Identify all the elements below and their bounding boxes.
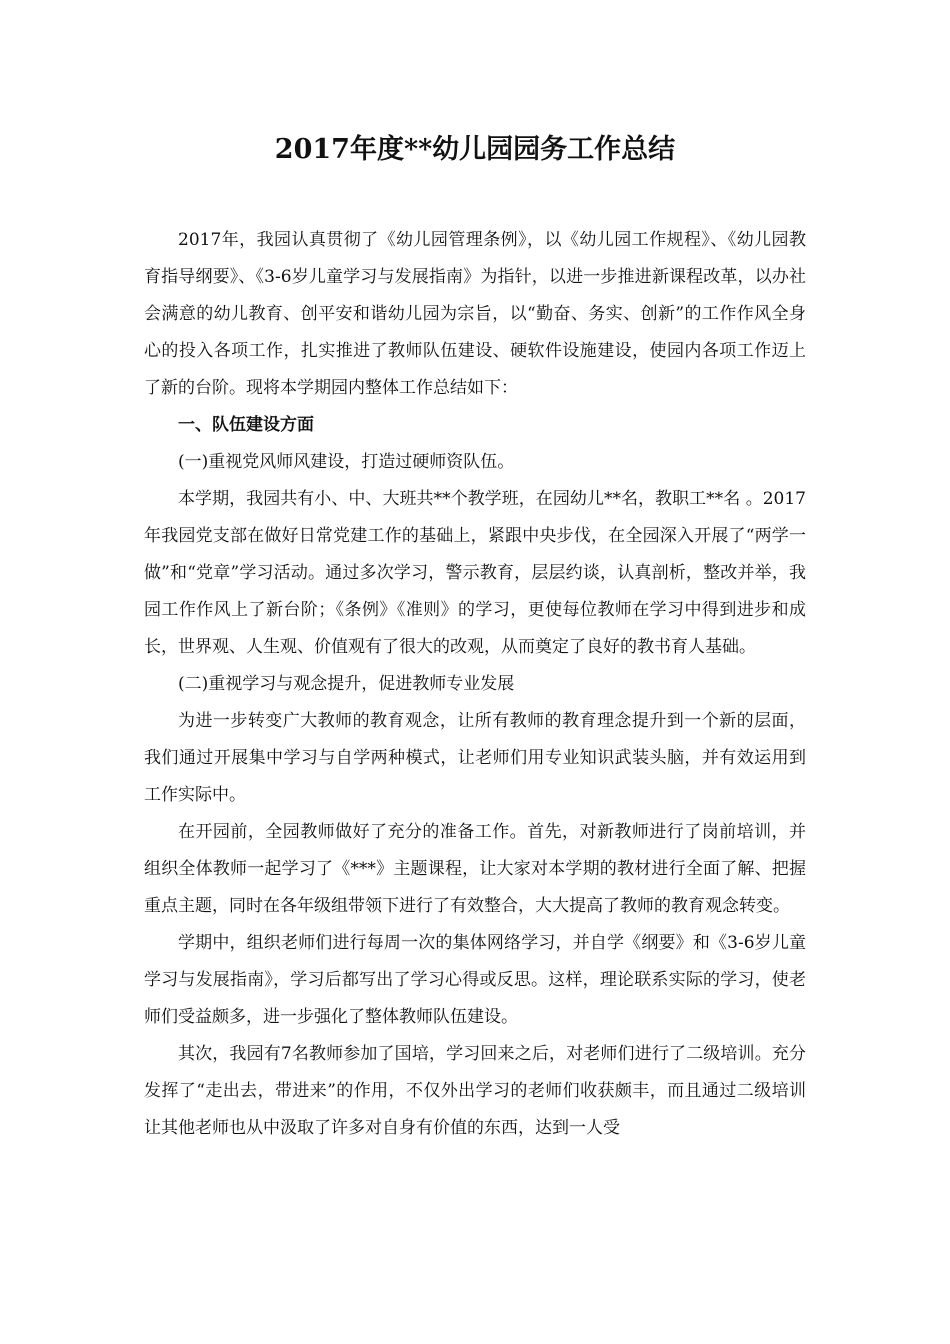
paragraph-weekly-study: 学期中，组织老师们进行每周一次的集体网络学习，并自学《纲要》和《3-6岁儿童学习与发展指南》，学习后都写出了学习心得或反思。这样，理论联系实际的学习，使老师们受益颇多，进一步强化了整体教师队伍建设。 <box>144 933 806 1027</box>
paragraph-national-training: 其次，我园有7名教师参加了国培，学习回来之后，对老师们进行了二级培训。充分发挥了“走出去，带进来”的作用，不仅外出学习的老师们收获颇丰，而且通过二级培训让其他老师也从中汲取了许多对自身有价值的东西，达到一人受 <box>144 1044 806 1138</box>
subsection-heading-2: (二)重视学习与观念提升，促进教师专业发展 <box>178 674 515 694</box>
paragraph-party-building: 本学期，我园共有小、中、大班共**个教学班，在园幼儿**名，教职工**名 。2017年我园党支部在做好日常党建工作的基础上，紧跟中央步伐，在全园深入开展了“两学一做”和“党章”学习活动。通过多次学习，警示教育，层层约谈，认真剖析，整改并举，我园工作作风上了新台阶；《条例》《准则》的学习，更使每位教师在学习中得到进步和成长，世界观、人生观、价值观有了很大的改观，从而奠定了良好的教书育人基础。 <box>144 489 806 657</box>
section-heading-team: 一、队伍建设方面 <box>178 415 314 435</box>
document-title: 2017年度**幼儿园园务工作总结 <box>274 134 676 165</box>
paragraph-intro: 2017年，我园认真贯彻了《幼儿园管理条例》，以《幼儿园工作规程》、《幼儿园教育指导纲要》、《3-6岁儿童学习与发展指南》为指针，以进一步推进新课程改革，以办社会满意的幼儿教育、创平安和谐幼儿园为宗旨，以“勤奋、务实、创新”的工作作风全身心的投入各项工作，扎实推进了教师队伍建设、硬软件设施建设，使园内各项工作迈上了新的台阶。现将本学期园内整体工作总结如下： <box>144 230 806 398</box>
document-body <box>144 222 806 1147</box>
paragraph-learning: 为进一步转变广大教师的教育观念，让所有教师的教育理念提升到一个新的层面，我们通过开展集中学习与自学两种模式，让老师们用专业知识武装头脑，并有效运用到工作实际中。 <box>144 711 806 805</box>
paragraph-preparation: 在开园前，全园教师做好了充分的准备工作。首先，对新教师进行了岗前培训，并组织全体教师一起学习了《***》主题课程，让大家对本学期的教材进行全面了解、把握重点主题，同时在各年级组带领下进行了有效整合，大大提高了教师的教育观念转变。 <box>144 822 806 916</box>
subsection-heading-1: (一)重视党风师风建设，打造过硬师资队伍。 <box>178 452 515 472</box>
